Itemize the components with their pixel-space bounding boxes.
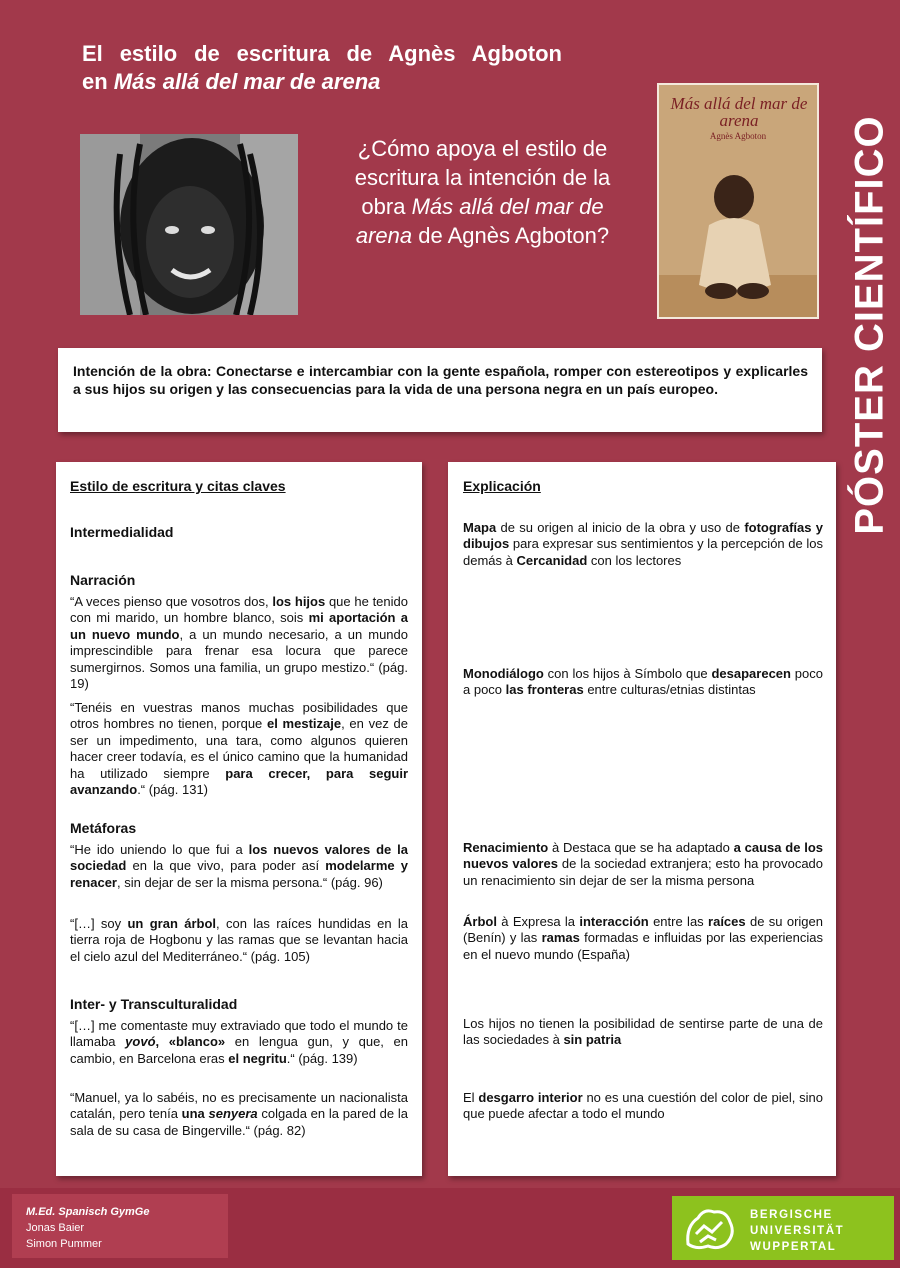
quote-metaforas-2: “[…] soy un gran árbol, con las raíces hundidas en la tierra roja de Hogbonu y las ramas que se levantan hacia el cielo azul del Mediterráneo.“ (pág. 105) <box>70 916 409 964</box>
author-info <box>12 1194 228 1258</box>
question-book: Más allá del mar de arena <box>355 194 604 248</box>
logo-line-2: UNIVERSITÄT <box>750 1225 845 1237</box>
quote-narracion-1: “A veces pienso que vosotros dos, los hijos que he tenido con mi marido, un hombre blanco, sois mi aportación a un nuevo mundo, a un mundo necesario, a un mundo imprescindible para frenar esa locura que parece sumergirnos. Somos una familia, un grupo mestizo.“ (pág. 19) <box>70 594 408 692</box>
right-heading: Explicación <box>463 478 541 494</box>
quote-inter-1: “[…] me comentaste muy extraviado que todo el mundo te llamaba yovó, «blanco» en lengua gun, y que, en cambio, en Barcelona eras el negritu.“ (pág. 139) <box>70 1018 409 1066</box>
quote-narracion-2: “Tenéis en vuestras manos muchas posibilidades que otros hombres no tienen, porque el mestizaje, en vez de ser un impedimento, una tara, como algunos quieren hacer creer todavía, es el único camino que la humanidad ha utilizado siempre para crecer, para seguir avanzando.“ (pág. 131) <box>70 700 408 798</box>
explanation-intermedialidad: Mapa de su origen al inicio de la obra y uso de fotografías y dibujos para expresar sus sentimientos y la percepción de los demás à Cercanidad con los lectores <box>463 520 824 568</box>
explanation-metafora-2: Árbol à Expresa la interacción entre las raíces de su origen (Benín) y las ramas formadas e influidas por las experiencias en el nuevo mundo (España) <box>463 914 823 962</box>
work-intention-box: Intención de la obra: Conectarse e intercambiar con la gente española, romper con estereotipos y explicarles a sus hijos su origen y las consecuencias para la vida de una persona negra en un país europeo. <box>58 348 822 432</box>
university-logo <box>672 1196 894 1260</box>
left-heading: Estilo de escritura y citas claves <box>70 478 286 494</box>
explanation-inter-1: Los hijos no tienen la posibilidad de sentirse parte de una de las sociedades à sin patria <box>463 1016 823 1048</box>
question-part-1: ¿Cómo apoya el estilo de escritura la intención de la obra <box>354 136 611 219</box>
logo-line-3: WUPPERTAL <box>750 1241 837 1253</box>
poster-title <box>82 40 562 96</box>
title-line-1: El estilo de escritura de Agnès Agboton <box>82 41 562 66</box>
cover-author: Agnès Agboton <box>709 131 767 141</box>
explanation-inter-2: El desgarro interior no es una cuestión del color de piel, sino que puede afectar a todo el mundo <box>463 1090 823 1122</box>
title-book: Más allá del mar de arena <box>113 69 381 94</box>
section-intermedialidad: Intermedialidad <box>70 524 174 540</box>
cover-title: Más allá del mar de arena <box>670 94 808 130</box>
quote-metaforas-1: “He ido uniendo lo que fui a los nuevos valores de la sociedad en la que vivo, para poder así modelarme y renacer, sin dejar de ser la misma persona.“ (pág. 96) <box>70 842 408 890</box>
title-line-2 <box>82 68 562 96</box>
logo-line-1: BERGISCHE <box>750 1209 833 1221</box>
title-prefix: en <box>82 69 114 94</box>
poster-label-text: PÓSTER CIENTÍFICO <box>847 115 892 535</box>
research-question <box>350 134 615 250</box>
course-name: M.Ed. Spanisch GymGe <box>26 1206 150 1218</box>
explanation-metafora-1: Renacimiento à Destaca que se ha adaptado a causa de los nuevos valores de la sociedad extranjera; esto ha provocado un renacimiento sin dejar de ser la misma persona <box>463 840 824 888</box>
explanation-narracion: Monodiálogo con los hijos à Símbolo que desaparecen poco a poco las fronteras entre culturas/etnias distintas <box>463 666 823 698</box>
author-1: Jonas Baier <box>26 1222 85 1234</box>
lion-emblem-icon <box>682 1204 738 1252</box>
question-part-2: de Agnès Agboton? <box>412 223 610 248</box>
book-cover <box>657 83 819 319</box>
section-inter: Inter- y Transculturalidad <box>70 996 238 1012</box>
writing-style-panel <box>56 462 422 1176</box>
section-narracion: Narración <box>70 572 136 588</box>
author-2: Simon Pummer <box>26 1238 102 1250</box>
explanation-panel <box>448 462 836 1176</box>
section-metaforas: Metáforas <box>70 820 137 836</box>
quote-inter-2: “Manuel, ya lo sabéis, no es precisamente un nacionalista catalán, pero tenía una senyera colgada en la pared de la sala de su casa de Bingerville.“ (pág. 82) <box>70 1090 408 1138</box>
author-portrait <box>80 134 298 315</box>
poster-label <box>846 80 894 570</box>
